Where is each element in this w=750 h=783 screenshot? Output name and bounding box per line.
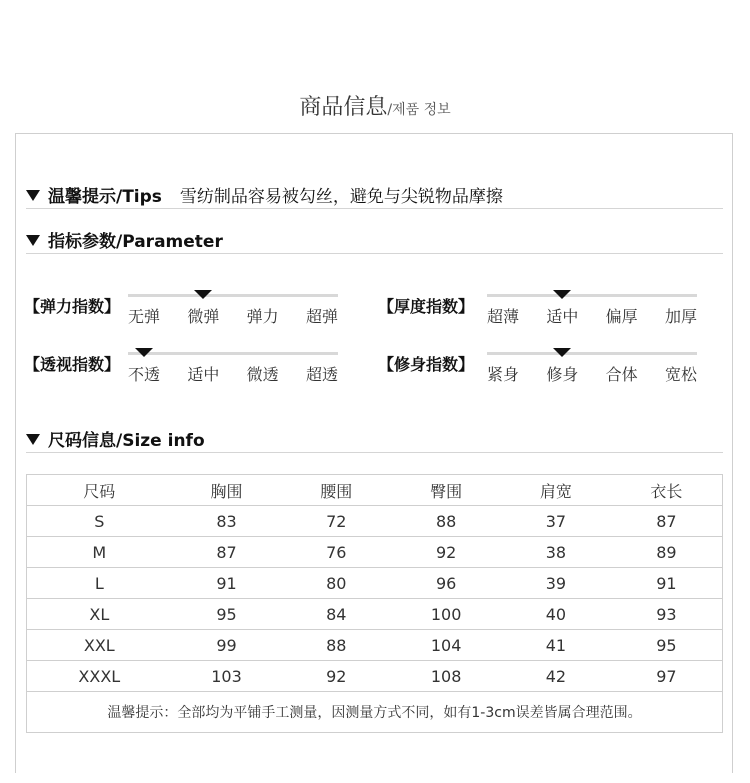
size-label: 尺码信息/Size info — [48, 431, 205, 451]
scale-elasticity — [128, 294, 338, 334]
scale-marker-icon — [553, 348, 571, 357]
table-cell: 80 — [281, 568, 391, 599]
table-header-cell: 肩宽 — [501, 475, 611, 506]
table-row — [27, 599, 723, 630]
table-header-cell: 胸围 — [172, 475, 282, 506]
table-cell: 84 — [281, 599, 391, 630]
table-cell: 100 — [391, 599, 501, 630]
triangle-down-icon — [26, 434, 40, 445]
table-cell: 99 — [172, 630, 282, 661]
scale-option: 弹力 — [246, 307, 279, 326]
table-cell: 39 — [501, 568, 611, 599]
page-subtitle: /제품 정보 — [387, 102, 451, 118]
table-row — [27, 506, 723, 537]
param-name-elasticity: 【弹力指数】 — [24, 297, 121, 316]
table-cell: 42 — [501, 661, 611, 692]
table-cell: 95 — [611, 630, 723, 661]
table-cell: 38 — [501, 537, 611, 568]
scale-bar — [128, 352, 338, 355]
table-cell: XXXL — [27, 661, 172, 692]
table-cell: 104 — [391, 630, 501, 661]
table-cell: 92 — [391, 537, 501, 568]
scale-option: 微弹 — [187, 307, 220, 326]
table-cell: 87 — [611, 506, 723, 537]
scale-bar — [487, 294, 697, 297]
scale-bar — [128, 294, 338, 297]
table-row — [27, 630, 723, 661]
table-cell: 72 — [281, 506, 391, 537]
scale-marker-icon — [194, 290, 212, 299]
scale-bar — [487, 352, 697, 355]
scale-option: 合体 — [605, 365, 638, 384]
parameter-label: 指标参数/Parameter — [48, 232, 223, 252]
table-header-row — [27, 475, 723, 506]
scale-option: 紧身 — [487, 365, 520, 384]
scale-option: 适中 — [546, 307, 579, 326]
table-row — [27, 568, 723, 599]
table-header-cell: 尺码 — [27, 475, 172, 506]
table-cell: XL — [27, 599, 172, 630]
table-cell: 108 — [391, 661, 501, 692]
scale-option: 超透 — [305, 365, 338, 384]
table-cell: 103 — [172, 661, 282, 692]
table-cell: 93 — [611, 599, 723, 630]
size-note: 温馨提示：全部均为平铺手工测量，因测量方式不同，如有1-3cm误差皆属合理范围。 — [27, 692, 723, 733]
table-header-cell: 臀围 — [391, 475, 501, 506]
scale-option: 适中 — [187, 365, 220, 384]
tips-section — [26, 182, 723, 209]
table-cell: 88 — [391, 506, 501, 537]
table-cell: 97 — [611, 661, 723, 692]
table-cell: 37 — [501, 506, 611, 537]
scale-transparency — [128, 352, 338, 392]
scale-thickness — [487, 294, 697, 334]
scale-option: 宽松 — [664, 365, 697, 384]
table-cell: XXL — [27, 630, 172, 661]
table-cell: 91 — [611, 568, 723, 599]
scale-marker-icon — [553, 290, 571, 299]
tips-label: 温馨提示/Tips — [48, 187, 162, 207]
table-cell: 40 — [501, 599, 611, 630]
table-cell: 76 — [281, 537, 391, 568]
scale-option: 无弹 — [128, 307, 161, 326]
scale-option: 不透 — [128, 365, 161, 384]
table-cell: 92 — [281, 661, 391, 692]
scale-option: 偏厚 — [605, 307, 638, 326]
table-cell: 41 — [501, 630, 611, 661]
table-cell: 83 — [172, 506, 282, 537]
table-note-row — [27, 692, 723, 733]
size-section — [26, 426, 723, 453]
scale-option: 加厚 — [664, 307, 697, 326]
scale-option: 超弹 — [305, 307, 338, 326]
scale-fit — [487, 352, 697, 392]
size-table — [26, 474, 723, 733]
table-cell: M — [27, 537, 172, 568]
table-cell: 96 — [391, 568, 501, 599]
table-cell: 95 — [172, 599, 282, 630]
table-row — [27, 537, 723, 568]
table-cell: 88 — [281, 630, 391, 661]
param-name-transparency: 【透视指数】 — [24, 355, 121, 374]
table-header-cell: 腰围 — [281, 475, 391, 506]
scale-option: 微透 — [246, 365, 279, 384]
scale-marker-icon — [135, 348, 153, 357]
table-cell: L — [27, 568, 172, 599]
tips-text: 雪纺制品容易被勾丝，避免与尖锐物品摩擦 — [179, 187, 503, 207]
page-title: 商品信息 — [299, 95, 388, 120]
table-cell: 87 — [172, 537, 282, 568]
table-header-cell: 衣长 — [611, 475, 723, 506]
page-header — [0, 90, 750, 121]
parameter-section — [26, 227, 723, 254]
triangle-down-icon — [26, 235, 40, 246]
param-name-fit: 【修身指数】 — [378, 355, 475, 374]
table-cell: 91 — [172, 568, 282, 599]
table-cell: S — [27, 506, 172, 537]
scale-option: 超薄 — [487, 307, 520, 326]
scale-option: 修身 — [546, 365, 579, 384]
triangle-down-icon — [26, 190, 40, 201]
table-cell: 89 — [611, 537, 723, 568]
param-name-thickness: 【厚度指数】 — [378, 297, 475, 316]
table-row — [27, 661, 723, 692]
